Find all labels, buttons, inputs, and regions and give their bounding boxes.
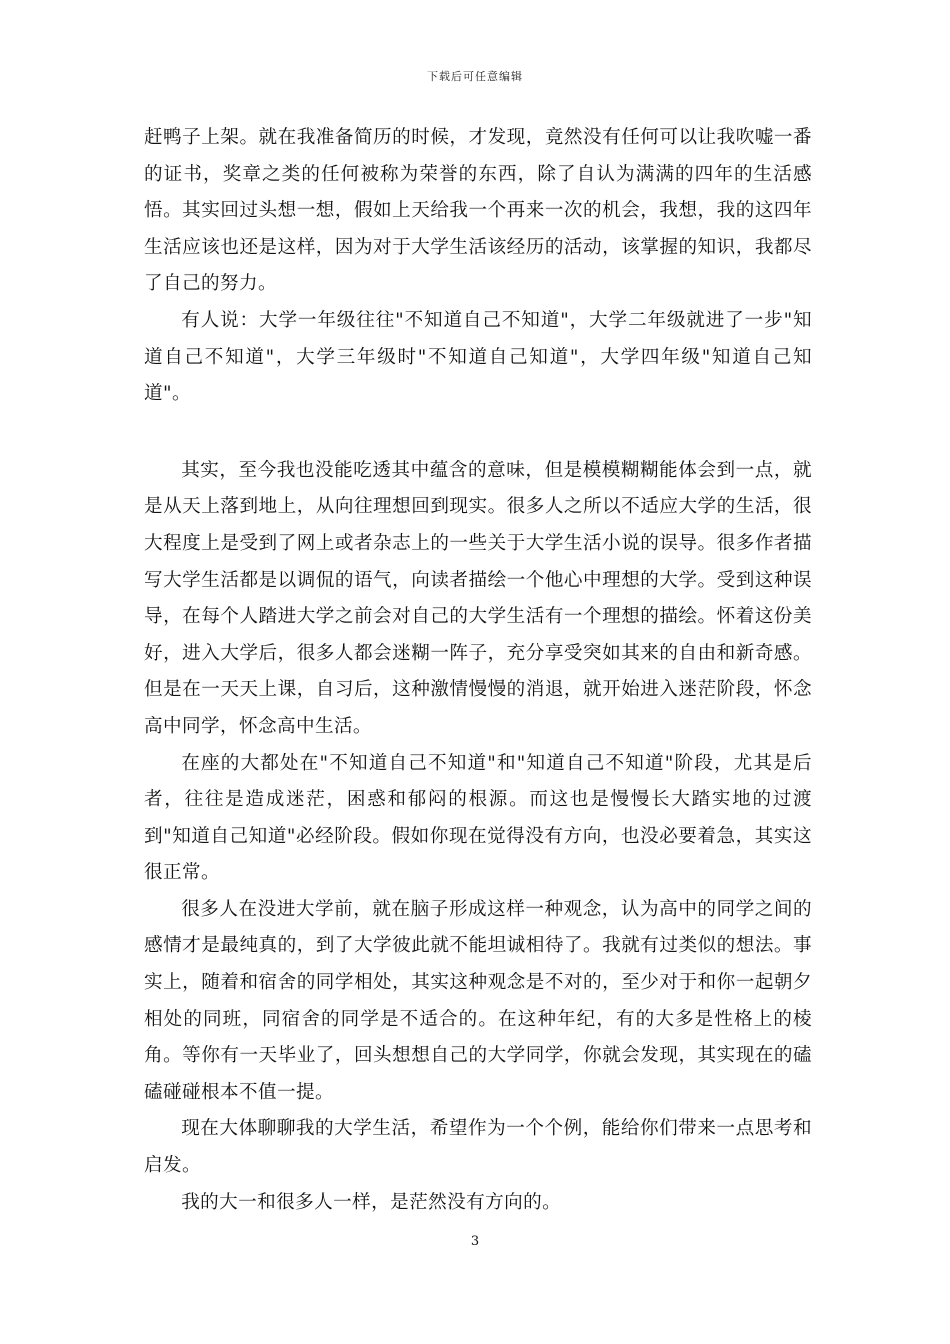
paragraph-3: 其实，至今我也没能吃透其中蕴含的意味，但是模模糊糊能体会到一点，就是从天上落到地上，从向往理想回到现实。很多人之所以不适应大学的生活，很大程度上是受到了网上或者杂志上的一些关于大学生活小说的误导。很多作者描写大学生活都是以调侃的语气，向读者描绘一个他心中理想的大学。受到这种误导，在每个人踏进大学之前会对自己的大学生活有一个理想的描绘。怀着这份美好，进入大学后，很多人都会迷糊一阵子，充分享受突如其来的自由和新奇感。但是在一天天上课，自习后，这种激情慢慢的消退，就开始进入迷茫阶段，怀念高中同学，怀念高中生活。 <box>144 459 812 737</box>
paragraph-1: 赶鸭子上架。就在我准备简历的时候，才发现，竟然没有任何可以让我吹嘘一番的证书，奖章之类的任何被称为荣誉的东西，除了自认为满满的四年的生活感悟。其实回过头想一想，假如上天给我一个再来一次的机会，我想，我的这四年生活应该也还是这样，因为对于大学生活该经历的活动，该掌握的知识，我都尽了自己的努力。 <box>144 127 812 295</box>
page-header: 下载后可任意编辑 <box>427 70 523 83</box>
paragraph-2: 有人说：大学一年级往往"不知道自己不知道"，大学二年级就进了一步"知道自己不知道"，大学三年级时"不知道自己知道"，大学四年级"知道自己知道"。 <box>144 309 812 405</box>
page-number: 3 <box>470 1234 480 1249</box>
paragraph-7: 我的大一和很多人一样，是茫然没有方向的。 <box>181 1191 562 1213</box>
paragraph-5: 很多人在没进大学前，就在脑子形成这样一种观念，认为高中的同学之间的感情才是最纯真的，到了大学彼此就不能坦诚相待了。我就有过类似的想法。事实上，随着和宿舍的同学相处，其实这种观念是不对的，至少对于和你一起朝夕相处的同班，同宿舍的同学是不适合的。在这种年纪，有的大多是性格上的棱角。等你有一天毕业了，回头想想自己的大学同学，你就会发现，其实现在的磕磕碰碰根本不值一提。 <box>144 898 812 1103</box>
paragraph-gap <box>144 413 812 453</box>
document-body <box>144 120 812 1221</box>
paragraph-4: 在座的大都处在"不知道自己不知道"和"知道自己不知道"阶段，尤其是后者，往往是造成迷茫，困惑和郁闷的根源。而这也是慢慢长大踏实地的过渡到"知道自己知道"必经阶段。假如你现在觉得没有方向，也没必要着急，其实这很正常。 <box>144 752 812 884</box>
paragraph-6: 现在大体聊聊我的大学生活，希望作为一个个例，能给你们带来一点思考和启发。 <box>144 1118 812 1177</box>
